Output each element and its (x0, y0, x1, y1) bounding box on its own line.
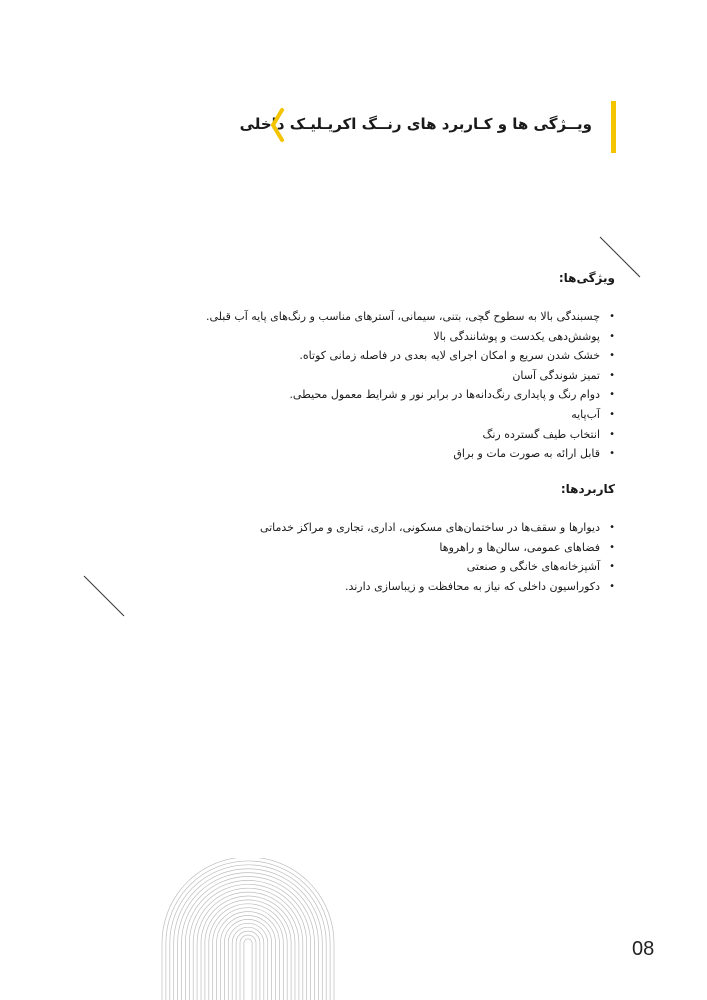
uses-heading: کاربردها: (560, 482, 615, 496)
list-item: • دکوراسیون داخلی که نیاز به محافظت و زیباسازی دارند. (260, 577, 615, 597)
chevron-left-icon (268, 106, 288, 144)
page-title: ویــژگی ها و کـاربرد های رنــگ اکریـلیـک داخلی (239, 115, 592, 133)
features-list (206, 307, 615, 464)
title-accent-bar (611, 101, 616, 153)
list-item: • چسبندگی بالا به سطوح گچی، بتنی، سیمانی، آسترهای مناسب و رنگ‌های پایه آب قبلی. (206, 307, 615, 327)
list-item: • دیوارها و سقف‌ها در ساختمان‌های مسکونی، اداری، تجاری و مراکز خدماتی (260, 518, 615, 538)
list-item: • پوشش‌دهی یکدست و پوشانندگی بالا (206, 327, 615, 347)
decorative-diagonal-line (82, 575, 126, 617)
list-item: • آب‌پایه (206, 405, 615, 425)
list-item: • قابل ارائه به صورت مات و براق (206, 444, 615, 464)
list-item: • آشپزخانه‌های خانگی و صنعتی (260, 557, 615, 577)
list-item: • فضاهای عمومی، سالن‌ها و راهروها (260, 538, 615, 558)
arch-pattern-graphic (160, 858, 336, 1000)
list-item: • دوام رنگ و پایداری رنگ‌دانه‌ها در برابر نور و شرایط معمول محیطی. (206, 385, 615, 405)
page-number: 08 (632, 938, 655, 960)
uses-list (260, 518, 615, 596)
features-heading: ویژگی‌ها: (558, 271, 615, 285)
list-item: • خشک شدن سریع و امکان اجرای لایه بعدی در فاصله زمانی کوتاه. (206, 346, 615, 366)
list-item: • انتخاب طیف گسترده رنگ (206, 425, 615, 445)
list-item: • تمیز شوندگی آسان (206, 366, 615, 386)
